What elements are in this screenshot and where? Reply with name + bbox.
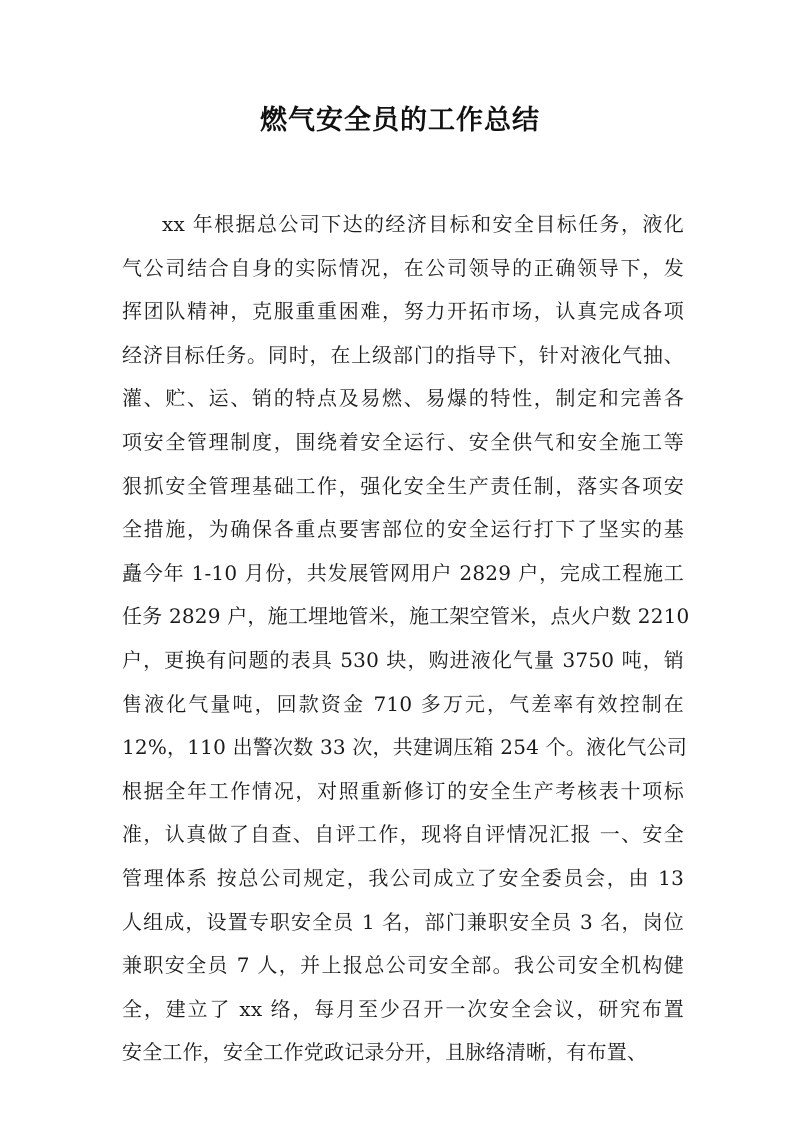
body-line-15: 准，认真做了自查、自评工作，现将自评情况汇报 一、安全 bbox=[122, 822, 684, 847]
document-body bbox=[122, 203, 690, 1075]
body-line-20: 安全工作，安全工作党政记录分开，且脉络清晰，有布置、 bbox=[122, 1040, 648, 1065]
body-line-7: 狠抓安全管理基础工作，强化安全生产责任制，落实各项安 bbox=[122, 473, 684, 498]
body-line-3: 挥团队精神，克服重重困难，努力开拓市场，认真完成各项 bbox=[122, 299, 684, 324]
body-line-13: 12%，110 出警次数 33 次，共建调压箱 254 个。液化气公司 bbox=[122, 735, 688, 760]
body-line-12: 售液化气量吨，回款资金 710 多万元，气差率有效控制在 bbox=[122, 691, 684, 716]
body-line-6: 项安全管理制度，围绕着安全运行、安全供气和安全施工等 bbox=[122, 429, 684, 454]
body-line-4: 经济目标任务。同时，在上级部门的指导下，针对液化气抽、 bbox=[122, 342, 684, 367]
body-line-5: 灌、贮、运、销的特点及易燃、易爆的特性，制定和完善各 bbox=[122, 386, 684, 411]
body-line-17: 人组成，设置专职安全员 1 名，部门兼职安全员 3 名，岗位 bbox=[122, 909, 684, 934]
body-line-18: 兼职安全员 7 人，并上报总公司安全部。我公司安全机构健 bbox=[122, 953, 684, 978]
body-line-14: 根据全年工作情况，对照重新修订的安全生产考核表十项标 bbox=[122, 778, 684, 803]
body-line-11: 户，更换有问题的表具 530 块，购进液化气量 3750 吨，销 bbox=[122, 647, 684, 672]
body-line-9: 矗今年 1-10 月份，共发展管网用户 2829 户，完成工程施工 bbox=[122, 560, 684, 585]
body-line-19: 全，建立了 xx 络，每月至少召开一次安全会议，研究布置 bbox=[122, 996, 684, 1021]
body-line-1: xx 年根据总公司下达的经济目标和安全目标任务，液化 bbox=[162, 212, 684, 236]
body-line-10: 任务 2829 户，施工埋地管米，施工架空管米，点火户数 2210 bbox=[122, 604, 690, 629]
document-title: 燃气安全员的工作总结 bbox=[260, 105, 540, 136]
body-line-16: 管理体系 按总公司规定，我公司成立了安全委员会，由 13 bbox=[122, 865, 684, 890]
body-line-2: 气公司结合自身的实际情况，在公司领导的正确领导下，发 bbox=[122, 255, 684, 280]
body-line-8: 全措施，为确保各重点要害部位的安全运行打下了坚实的基 bbox=[122, 517, 684, 542]
